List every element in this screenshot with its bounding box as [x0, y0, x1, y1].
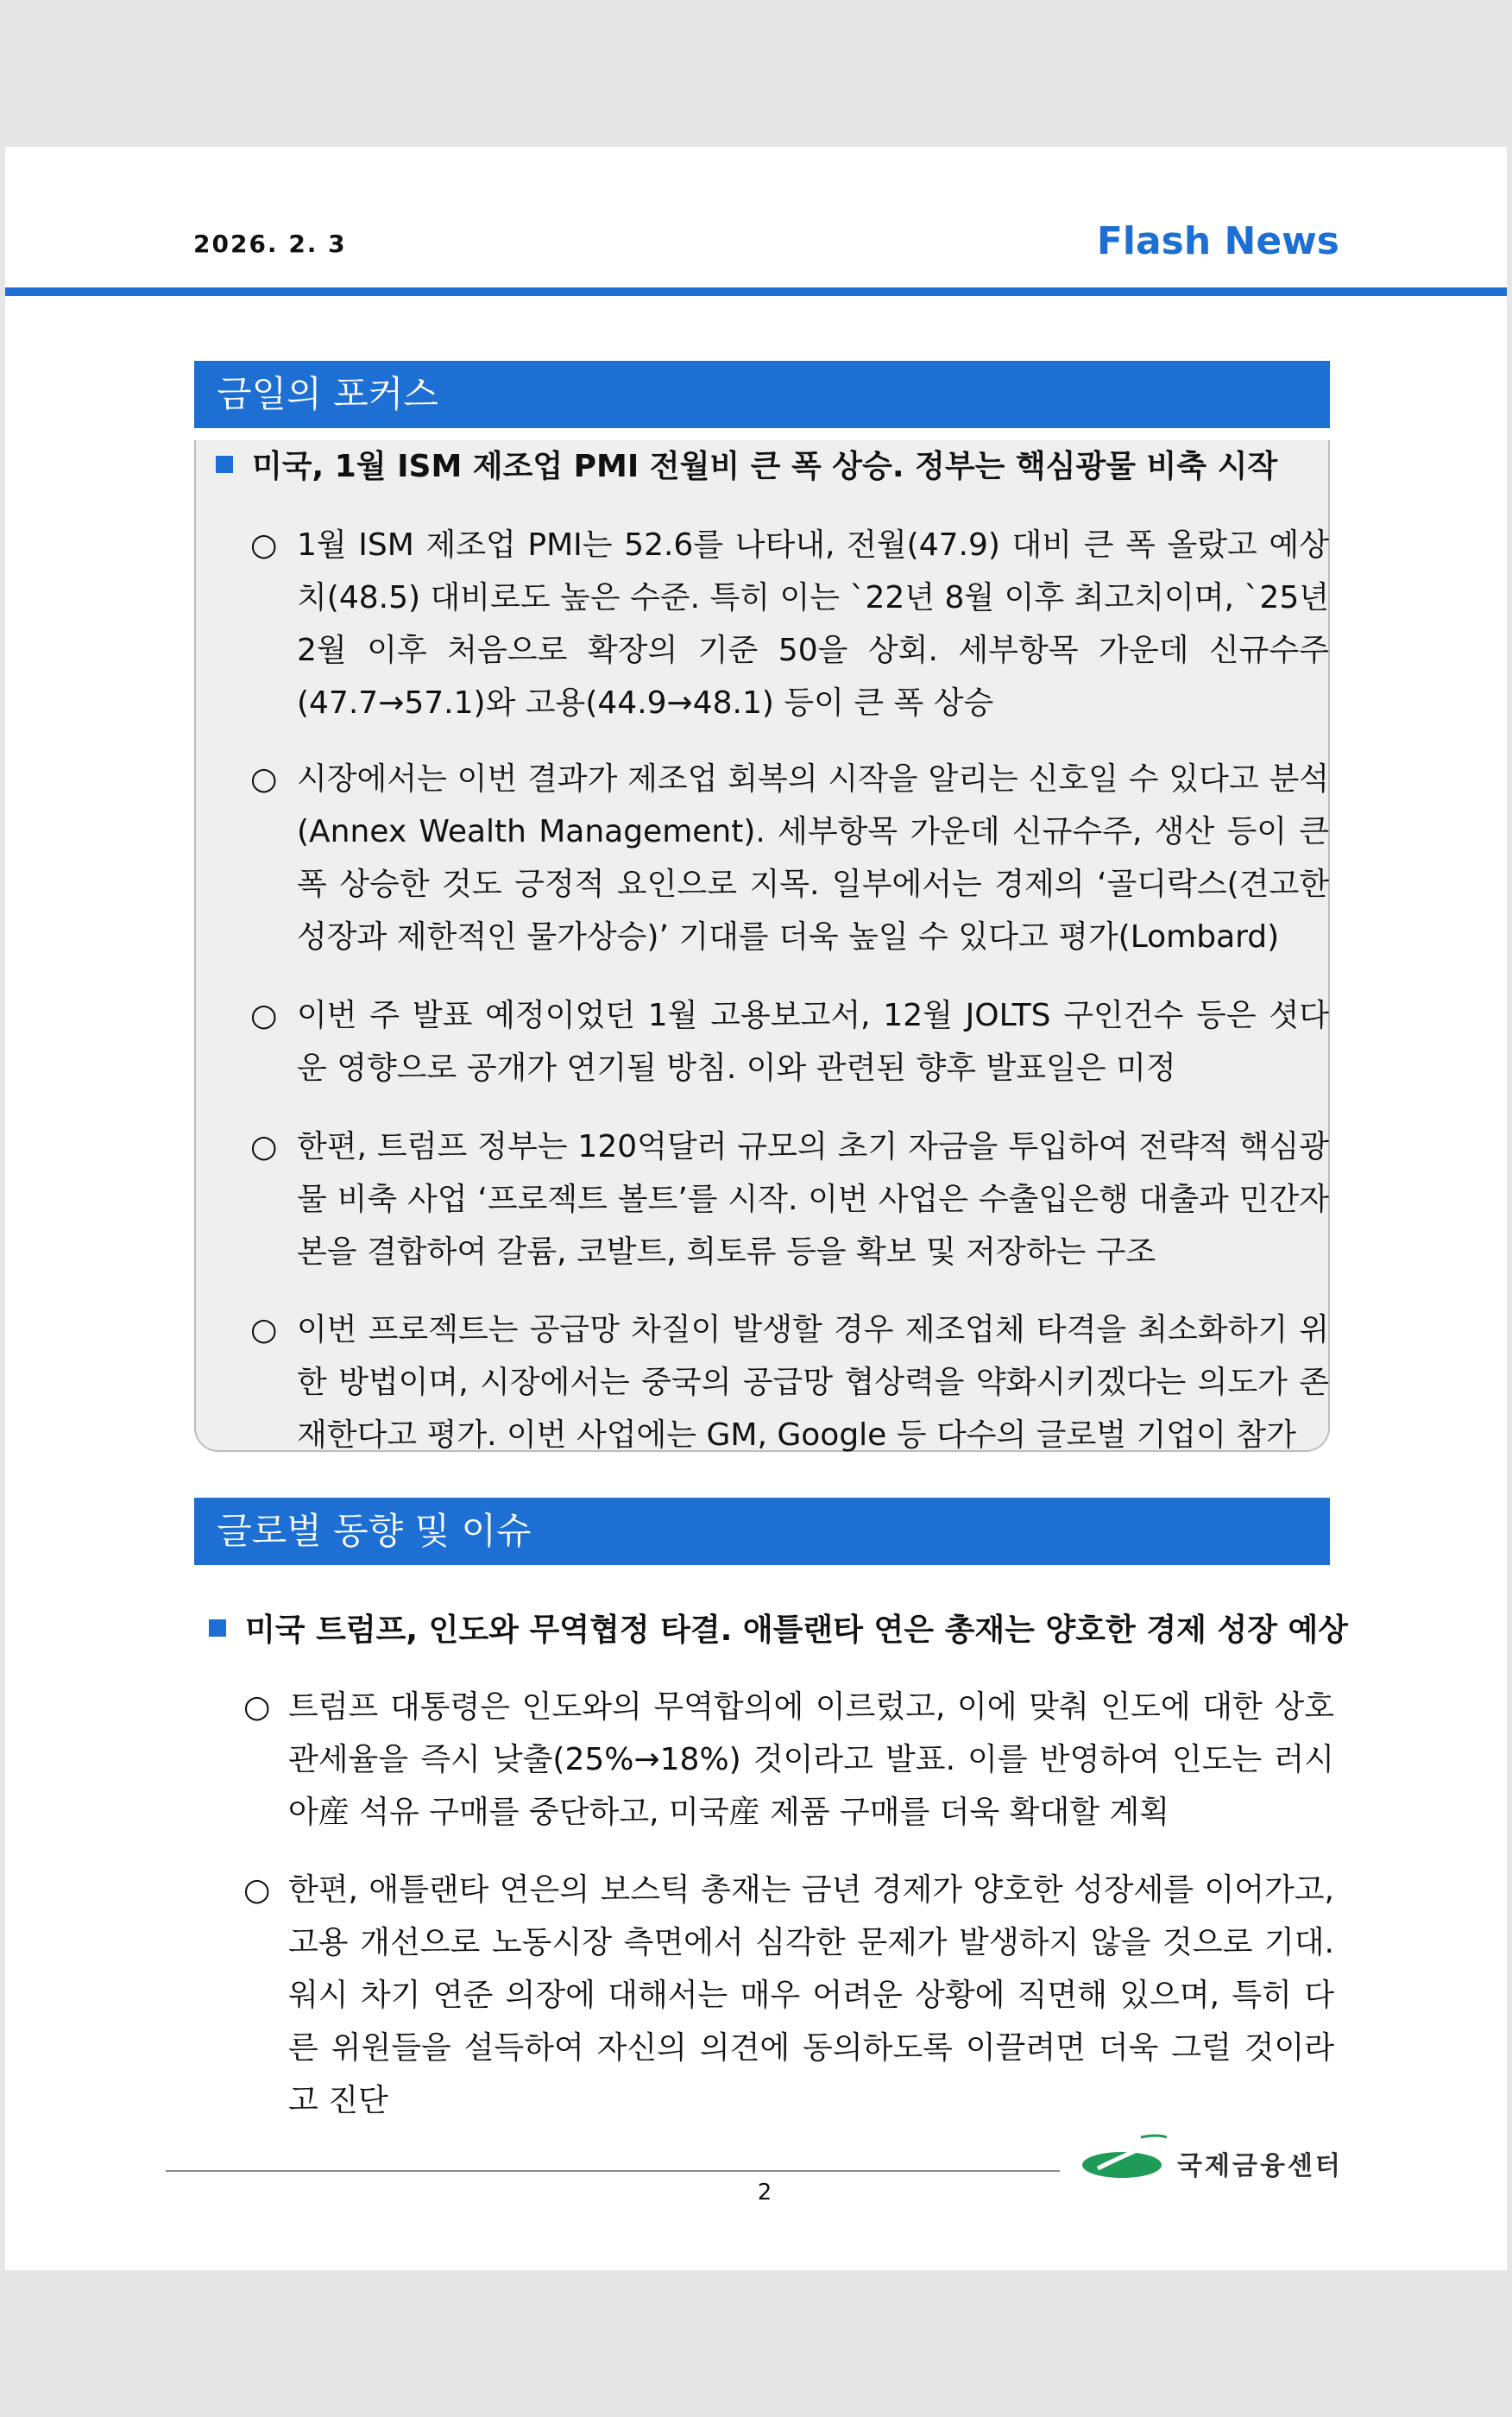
org-name: 국제금융센터	[1177, 2151, 1343, 2181]
focus-bullet-2	[250, 753, 1329, 963]
focus-headline-text: 미국, 1월 ISM 제조업 PMI 전월비 큰 폭 상승. 정부는 핵심광물 비축 시작	[252, 449, 1278, 484]
focus-bullet-text: 이번 주 발표 예정이었던 1월 고용보고서, 12월 JOLTS 구인건수 등은 셧다운 영향으로 공개가 연기될 방침. 이와 관련된 향후 발표일은 미정	[297, 998, 1329, 1086]
focus-headline	[216, 442, 1277, 486]
kcif-logo-icon	[1080, 2134, 1175, 2186]
circle-bullet-icon: ○	[250, 761, 278, 797]
global-section-title: 글로벌 동향 및 이슈	[194, 1498, 1330, 1565]
focus-bullet-text: 시장에서는 이번 결과가 제조업 회복의 시작을 알리는 신호일 수 있다고 분석(Annex Wealth Management). 세부항목 가운데 신규수주, 생산 등이 큰 폭 상승한 것도 긍정적 요인으로 지목. 일부에서는 경제의 ‘골디락스(견고한 성장과 제한적인 물가상승)’ 기대를 더욱 높일 수 있다고 평가(Lombard)	[297, 761, 1329, 955]
focus-section-title: 금일의 포커스	[194, 361, 1330, 428]
focus-bullet-3	[250, 989, 1329, 1095]
page-number: 2	[757, 2180, 772, 2206]
global-bullet-text: 트럼프 대통령은 인도와의 무역합의에 이르렀고, 이에 맞춰 인도에 대한 상호관세율을 즉시 낮출(25%→18%) 것이라고 발표. 이를 반영하여 인도는 러시아産 석유 구매를 중단하고, 미국産 제품 구매를 더욱 확대할 계획	[288, 1689, 1334, 1830]
circle-bullet-icon: ○	[250, 1312, 278, 1347]
report-date: 2026. 2. 3	[193, 230, 347, 258]
focus-bullet-text: 한편, 트럼프 정부는 120억달러 규모의 초기 자금을 투입하여 전략적 핵심광물 비축 사업 ‘프로젝트 볼트’를 시작. 이번 사업은 수출입은행 대출과 민간자본을 결합하여 갈륨, 코발트, 희토류 등을 확보 및 저장하는 구조	[297, 1129, 1329, 1270]
focus-bullet-5	[250, 1303, 1329, 1461]
circle-bullet-icon: ○	[243, 1689, 271, 1725]
square-bullet-icon	[209, 1619, 226, 1637]
org-logo	[1080, 2134, 1348, 2187]
focus-bullet-text: 이번 프로젝트는 공급망 차질이 발생할 경우 제조업체 타격을 최소화하기 위한 방법이며, 시장에서는 중국의 공급망 협상력을 약화시키겠다는 의도가 존재한다고 평가. 이번 사업에는 GM, Google 등 다수의 글로벌 기업이 참가	[297, 1312, 1329, 1453]
header-rule	[5, 287, 1507, 296]
focus-bullet-1	[250, 519, 1329, 729]
focus-bullet-4	[250, 1120, 1329, 1278]
footer-rule	[166, 2170, 1060, 2172]
global-headline	[209, 1606, 1348, 1650]
focus-bullet-text: 1월 ISM 제조업 PMI는 52.6를 나타내, 전월(47.9) 대비 큰 폭 올랐고 예상치(48.5) 대비로도 높은 수준. 특히 이는 `22년 8월 이후 최고치이며, `25년 2월 이후 처음으로 확장의 기준 50을 상회. 세부항목 가운데 신규수주(47.7→57.1)와 고용(44.9→48.1) 등이 큰 폭 상승	[297, 527, 1329, 721]
global-bullet-text: 한편, 애틀랜타 연은의 보스틱 총재는 금년 경제가 양호한 성장세를 이어가고, 고용 개선으로 노동시장 측면에서 심각한 문제가 발생하지 않을 것으로 기대. 워시 차기 연준 의장에 대해서는 매우 어려운 상황에 직면해 있으며, 특히 다른 위원들을 설득하여 자신의 의견에 동의하도록 이끌려면 더욱 그럴 것이라고 진단	[288, 1872, 1334, 2118]
global-bullet-1	[243, 1681, 1334, 1839]
circle-bullet-icon: ○	[243, 1872, 271, 1908]
global-bullet-2	[243, 1864, 1334, 2127]
circle-bullet-icon: ○	[250, 527, 278, 563]
circle-bullet-icon: ○	[250, 1129, 278, 1164]
square-bullet-icon	[216, 456, 233, 473]
global-headline-text: 미국 트럼프, 인도와 무역협정 타결. 애틀랜타 연은 총재는 양호한 경제 성장 예상	[245, 1612, 1349, 1648]
circle-bullet-icon: ○	[250, 998, 278, 1033]
brand-title: Flash News	[1096, 219, 1339, 263]
page	[5, 147, 1507, 2270]
